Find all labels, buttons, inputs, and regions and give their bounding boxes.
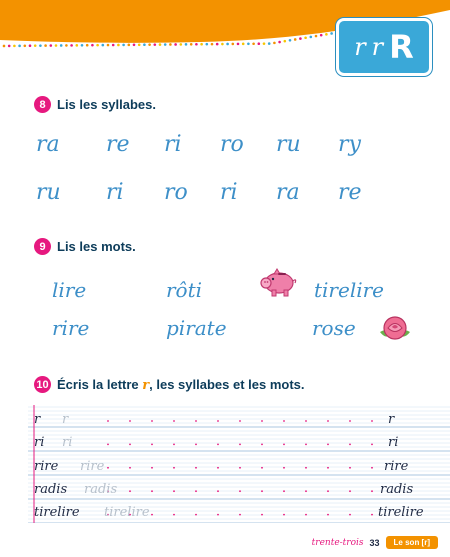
syllable: ro xyxy=(220,132,244,157)
exercise-title: Lis les mots. xyxy=(57,239,136,254)
header-dot xyxy=(39,44,42,47)
header-dot xyxy=(133,44,136,47)
header-dot xyxy=(242,43,245,46)
guide-dot xyxy=(217,514,219,516)
guide-dot xyxy=(173,444,175,446)
header-dot xyxy=(263,42,266,45)
guide-dot xyxy=(371,444,373,446)
header-dot xyxy=(294,38,297,41)
header-dot xyxy=(200,43,203,46)
guide-dot xyxy=(129,444,131,446)
header-dot xyxy=(60,44,63,47)
guide-dot xyxy=(283,490,285,492)
guide-dot xyxy=(261,467,263,469)
header-dot xyxy=(96,44,99,47)
title-after: , les syllabes et les mots. xyxy=(149,376,305,392)
guide-dot xyxy=(195,490,197,492)
header-dot xyxy=(44,44,47,47)
word: rôti xyxy=(166,278,203,302)
guide-dot xyxy=(283,467,285,469)
header-dot xyxy=(76,44,79,47)
syllable: ro xyxy=(164,180,188,205)
header-dot xyxy=(102,44,105,47)
header-dot xyxy=(34,44,37,47)
writing-end-model: radis xyxy=(380,482,414,497)
header-dot xyxy=(315,35,318,38)
header-dot xyxy=(86,44,89,47)
guide-dot xyxy=(305,420,307,422)
header-dot xyxy=(221,43,224,46)
guide-dot xyxy=(239,490,241,492)
guide-dot xyxy=(349,467,351,469)
header-dot xyxy=(273,42,276,45)
header-dot xyxy=(164,43,167,46)
header-dot xyxy=(325,33,328,36)
piggy-bank-icon xyxy=(258,266,298,300)
writing-model: radis xyxy=(34,482,68,497)
exercise-number: 10 xyxy=(34,376,51,393)
header-dot xyxy=(226,43,229,46)
guide-dot xyxy=(371,514,373,516)
header-dot xyxy=(211,43,214,46)
badge-cursive-r-2: r xyxy=(371,33,384,61)
word: lire xyxy=(52,278,87,302)
header-dot xyxy=(195,43,198,46)
guide-dot xyxy=(195,444,197,446)
header-dot xyxy=(216,43,219,46)
guide-dot xyxy=(261,444,263,446)
exercise-8-header xyxy=(34,96,156,113)
word: pirate xyxy=(166,316,227,340)
syllable: ra xyxy=(36,132,60,157)
header-dot xyxy=(112,44,115,47)
header-dot xyxy=(128,44,131,47)
header-dot xyxy=(180,43,183,46)
header-dot xyxy=(29,44,32,47)
header-dot xyxy=(258,42,261,45)
guide-dot xyxy=(327,490,329,492)
header-dot xyxy=(70,44,73,47)
guide-dot xyxy=(305,490,307,492)
page-number: 33 xyxy=(369,537,380,548)
guide-dot xyxy=(129,420,131,422)
guide-dot xyxy=(239,420,241,422)
header-dot xyxy=(237,43,240,46)
guide-dot xyxy=(239,514,241,516)
exercise-9-header xyxy=(34,238,136,255)
header-dot xyxy=(289,39,292,42)
guide-dot xyxy=(173,490,175,492)
header-dot xyxy=(91,44,94,47)
header-dot xyxy=(232,43,235,46)
header-dot xyxy=(299,37,302,40)
header-dot xyxy=(143,43,146,46)
header-dot xyxy=(190,43,193,46)
header-dot xyxy=(117,44,120,47)
syllable: ry xyxy=(338,132,361,157)
guide-dot xyxy=(305,444,307,446)
header-dot xyxy=(169,43,172,46)
writing-ghost: tirelire xyxy=(104,505,150,520)
writing-ghost: r xyxy=(62,412,69,427)
exercise-number: 9 xyxy=(34,238,51,255)
header-dot xyxy=(50,44,53,47)
syllable: ra xyxy=(276,180,300,205)
syllable: re xyxy=(338,180,362,205)
guide-dot xyxy=(151,420,153,422)
guide-dot xyxy=(151,490,153,492)
guide-dot xyxy=(217,444,219,446)
guide-dot xyxy=(129,490,131,492)
writing-end-model: r xyxy=(388,412,395,427)
header-dot xyxy=(148,43,151,46)
rose-flower-icon xyxy=(376,312,414,344)
guide-dot xyxy=(107,420,109,422)
badge-cursive-r-1: r xyxy=(354,33,366,61)
header-dot xyxy=(330,32,333,35)
guide-dot xyxy=(239,467,241,469)
header-dot xyxy=(310,36,313,39)
guide-dot xyxy=(349,490,351,492)
header-dot xyxy=(55,44,58,47)
guide-dot xyxy=(349,514,351,516)
writing-model: r xyxy=(34,412,41,427)
guide-dot xyxy=(173,514,175,516)
guide-dot xyxy=(327,467,329,469)
syllable: ru xyxy=(36,180,61,205)
guide-dot xyxy=(261,420,263,422)
title-before: Écris la lettre xyxy=(57,376,139,392)
header-dot xyxy=(65,44,68,47)
guide-dot xyxy=(349,420,351,422)
guide-dot xyxy=(217,420,219,422)
footer-brand: trente-trois xyxy=(311,537,364,548)
guide-dot xyxy=(283,514,285,516)
header-dot xyxy=(81,44,84,47)
guide-dot xyxy=(217,490,219,492)
header-dot xyxy=(252,42,255,45)
exercise-number: 8 xyxy=(34,96,51,113)
syllable: ri xyxy=(220,180,238,205)
guide-dot xyxy=(195,420,197,422)
header-dot xyxy=(320,34,323,37)
exercise-title xyxy=(57,377,305,393)
syllable: ri xyxy=(164,132,182,157)
header-dot xyxy=(24,44,27,47)
guide-dot xyxy=(261,514,263,516)
header-dot xyxy=(247,42,250,45)
guide-dot xyxy=(151,514,153,516)
header-dot xyxy=(206,43,209,46)
writing-model: ri xyxy=(34,435,45,450)
header-dot xyxy=(18,45,21,48)
guide-dot xyxy=(371,490,373,492)
word: rire xyxy=(52,316,90,340)
header-dot xyxy=(268,42,271,45)
guide-dot xyxy=(327,444,329,446)
guide-dot xyxy=(327,514,329,516)
syllable: ri xyxy=(106,180,124,205)
writing-end-model: rire xyxy=(384,459,409,474)
header-dot xyxy=(13,45,16,48)
header-dot xyxy=(185,43,188,46)
writing-ghost: radis xyxy=(84,482,118,497)
writing-ghost: rire xyxy=(80,459,105,474)
exercise-title: Lis les syllabes. xyxy=(57,97,157,112)
sound-label: Le son [r] xyxy=(386,536,438,549)
word: tirelire xyxy=(314,278,385,302)
guide-dot xyxy=(283,420,285,422)
header-dot xyxy=(3,45,6,48)
guide-dot xyxy=(173,420,175,422)
syllable: re xyxy=(106,132,130,157)
guide-dot xyxy=(327,420,329,422)
writing-end-model: ri xyxy=(388,435,399,450)
guide-dot xyxy=(129,467,131,469)
guide-dot xyxy=(283,444,285,446)
guide-dot xyxy=(151,444,153,446)
guide-dot xyxy=(173,467,175,469)
syllable: ru xyxy=(276,132,301,157)
guide-dot xyxy=(107,444,109,446)
guide-dot xyxy=(261,490,263,492)
writing-ghost: ri xyxy=(62,435,73,450)
header-dot xyxy=(8,45,11,48)
guide-dot xyxy=(349,444,351,446)
header-dot xyxy=(154,43,157,46)
guide-dot xyxy=(151,467,153,469)
header-dot xyxy=(284,40,287,43)
word: rose xyxy=(312,316,356,340)
letter-badge xyxy=(336,18,432,76)
guide-dot xyxy=(195,467,197,469)
page-footer xyxy=(312,536,438,549)
guide-dot xyxy=(371,467,373,469)
writing-model: tirelire xyxy=(34,505,80,520)
guide-dot xyxy=(195,514,197,516)
header-dot xyxy=(122,44,125,47)
badge-capital-r: R xyxy=(389,28,414,66)
guide-dot xyxy=(217,467,219,469)
guide-dot xyxy=(107,467,109,469)
exercise-10-header xyxy=(34,376,305,393)
header-dot xyxy=(159,43,162,46)
guide-dot xyxy=(239,444,241,446)
header-dot xyxy=(107,44,110,47)
header-dot xyxy=(138,43,141,46)
header-dot xyxy=(304,36,307,39)
header-dot xyxy=(174,43,177,46)
writing-model: rire xyxy=(34,459,59,474)
guide-dot xyxy=(371,420,373,422)
guide-dot xyxy=(305,467,307,469)
title-letter: r xyxy=(142,377,150,393)
header-dot xyxy=(278,41,281,44)
guide-dot xyxy=(305,514,307,516)
writing-end-model: tirelire xyxy=(378,505,424,520)
